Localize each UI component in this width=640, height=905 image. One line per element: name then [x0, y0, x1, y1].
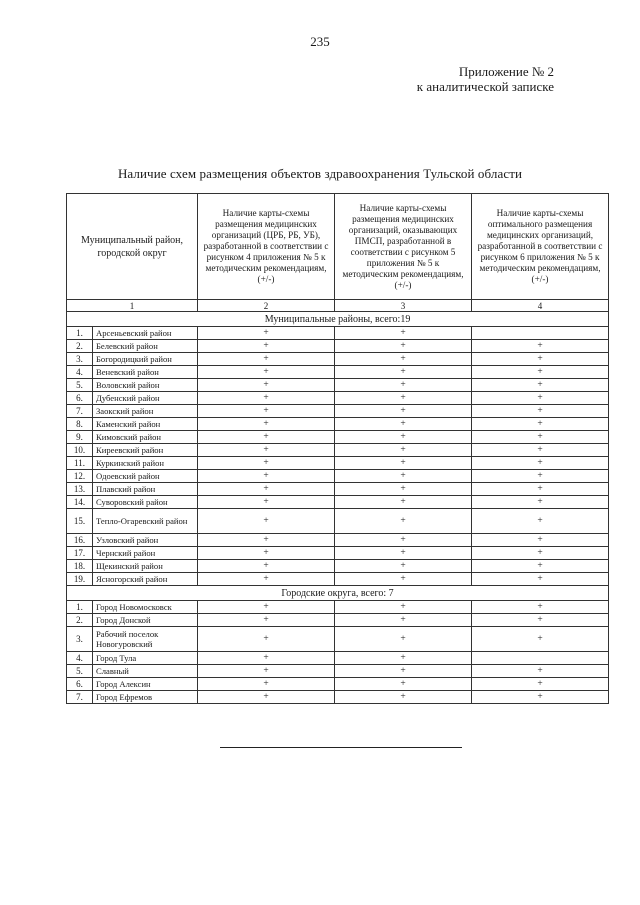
district-name: Чернский район [93, 547, 198, 560]
table-header-row [67, 194, 609, 300]
row-number: 15. [67, 509, 93, 534]
row-number: 11. [67, 457, 93, 470]
mark-col-3: + [335, 627, 472, 652]
mark-col-4 [472, 652, 609, 665]
row-number: 2. [67, 340, 93, 353]
row-number: 13. [67, 483, 93, 496]
row-number: 1. [67, 601, 93, 614]
mark-col-2: + [198, 431, 335, 444]
district-name: Арсеньевский район [93, 327, 198, 340]
mark-col-4: + [472, 534, 609, 547]
table-row [67, 418, 609, 431]
column-number: 2 [198, 300, 335, 312]
table-row [67, 405, 609, 418]
section-row [67, 312, 609, 327]
mark-col-4: + [472, 665, 609, 678]
mark-col-2: + [198, 627, 335, 652]
mark-col-3: + [335, 340, 472, 353]
mark-col-2: + [198, 366, 335, 379]
mark-col-2: + [198, 665, 335, 678]
mark-col-3: + [335, 534, 472, 547]
table-row [67, 431, 609, 444]
column-number: 3 [335, 300, 472, 312]
mark-col-4: + [472, 340, 609, 353]
district-name: Город Ефремов [93, 691, 198, 704]
section-title: Муниципальные районы, всего:19 [67, 312, 609, 327]
district-name: Плавский район [93, 483, 198, 496]
mark-col-4: + [472, 560, 609, 573]
mark-col-4: + [472, 366, 609, 379]
mark-col-4: + [472, 601, 609, 614]
mark-col-3: + [335, 483, 472, 496]
mark-col-3: + [335, 444, 472, 457]
mark-col-4: + [472, 573, 609, 586]
mark-col-3: + [335, 652, 472, 665]
header-district: Муниципальный район, городской округ [67, 194, 198, 300]
mark-col-2: + [198, 573, 335, 586]
mark-col-4: + [472, 691, 609, 704]
mark-col-3: + [335, 547, 472, 560]
mark-col-4: + [472, 470, 609, 483]
mark-col-2: + [198, 652, 335, 665]
district-name: Город Тула [93, 652, 198, 665]
district-name: Суворовский район [93, 496, 198, 509]
mark-col-2: + [198, 560, 335, 573]
mark-col-3: + [335, 614, 472, 627]
row-number: 8. [67, 418, 93, 431]
table-row [67, 691, 609, 704]
mark-col-2: + [198, 340, 335, 353]
mark-col-3: + [335, 418, 472, 431]
mark-col-4: + [472, 614, 609, 627]
row-number: 1. [67, 327, 93, 340]
mark-col-3: + [335, 327, 472, 340]
mark-col-3: + [335, 470, 472, 483]
table-row [67, 601, 609, 614]
table-row [67, 678, 609, 691]
district-name: Рабочий поселок Новогуровский [93, 627, 198, 652]
column-number: 1 [67, 300, 198, 312]
healthcare-schemes-table [66, 193, 609, 704]
mark-col-2: + [198, 444, 335, 457]
table-row [67, 614, 609, 627]
document-title: Наличие схем размещения объектов здравоохранения Тульской области [117, 166, 523, 181]
table-row [67, 496, 609, 509]
table-row [67, 470, 609, 483]
row-number: 3. [67, 353, 93, 366]
district-name: Тепло-Огаревский район [93, 509, 198, 534]
district-name: Узловский район [93, 534, 198, 547]
mark-col-2: + [198, 353, 335, 366]
mark-col-2: + [198, 678, 335, 691]
mark-col-4 [472, 327, 609, 340]
row-number: 17. [67, 547, 93, 560]
mark-col-4: + [472, 405, 609, 418]
appendix-note [417, 64, 554, 94]
row-number: 5. [67, 379, 93, 392]
mark-col-2: + [198, 534, 335, 547]
row-number: 3. [67, 627, 93, 652]
appendix-line-1: Приложение № 2 [458, 64, 554, 79]
mark-col-4: + [472, 392, 609, 405]
table-row [67, 573, 609, 586]
mark-col-2: + [198, 392, 335, 405]
table-row [67, 483, 609, 496]
table-row [67, 379, 609, 392]
mark-col-4: + [472, 444, 609, 457]
table-row [67, 366, 609, 379]
mark-col-4: + [472, 678, 609, 691]
mark-col-2: + [198, 547, 335, 560]
row-number: 5. [67, 665, 93, 678]
district-name: Каменский район [93, 418, 198, 431]
row-number: 9. [67, 431, 93, 444]
column-number: 4 [472, 300, 609, 312]
mark-col-2: + [198, 405, 335, 418]
mark-col-3: + [335, 560, 472, 573]
row-number: 2. [67, 614, 93, 627]
column-number-row [67, 300, 609, 312]
district-name: Славный [93, 665, 198, 678]
mark-col-2: + [198, 496, 335, 509]
district-name: Воловский район [93, 379, 198, 392]
mark-col-2: + [198, 418, 335, 431]
district-name: Город Алексин [93, 678, 198, 691]
mark-col-4: + [472, 509, 609, 534]
district-name: Щекинский район [93, 560, 198, 573]
mark-col-3: + [335, 509, 472, 534]
district-name: Ясногорский район [93, 573, 198, 586]
table-row [67, 353, 609, 366]
district-name: Киреевский район [93, 444, 198, 457]
table-row [67, 547, 609, 560]
table-row [67, 652, 609, 665]
row-number: 7. [67, 405, 93, 418]
table-row [67, 444, 609, 457]
mark-col-3: + [335, 573, 472, 586]
table-row [67, 627, 609, 652]
mark-col-4: + [472, 431, 609, 444]
row-number: 4. [67, 652, 93, 665]
row-number: 18. [67, 560, 93, 573]
mark-col-3: + [335, 601, 472, 614]
mark-col-4: + [472, 353, 609, 366]
district-name: Кимовский район [93, 431, 198, 444]
mark-col-4: + [472, 496, 609, 509]
mark-col-3: + [335, 366, 472, 379]
mark-col-2: + [198, 379, 335, 392]
section-title: Городские округа, всего: 7 [67, 586, 609, 601]
row-number: 14. [67, 496, 93, 509]
table-row [67, 340, 609, 353]
district-name: Богородицкий район [93, 353, 198, 366]
mark-col-2: + [198, 614, 335, 627]
table-row [67, 534, 609, 547]
table-row [67, 327, 609, 340]
section-row [67, 586, 609, 601]
mark-col-4: + [472, 627, 609, 652]
table-body [67, 312, 609, 704]
row-number: 16. [67, 534, 93, 547]
table-row [67, 560, 609, 573]
mark-col-3: + [335, 496, 472, 509]
table-row [67, 509, 609, 534]
row-number: 6. [67, 678, 93, 691]
mark-col-4: + [472, 457, 609, 470]
mark-col-2: + [198, 327, 335, 340]
district-name: Веневский район [93, 366, 198, 379]
mark-col-2: + [198, 457, 335, 470]
district-name: Заокский район [93, 405, 198, 418]
row-number: 19. [67, 573, 93, 586]
mark-col-2: + [198, 691, 335, 704]
row-number: 6. [67, 392, 93, 405]
mark-col-3: + [335, 691, 472, 704]
row-number: 4. [67, 366, 93, 379]
mark-col-3: + [335, 379, 472, 392]
district-name: Город Донской [93, 614, 198, 627]
mark-col-3: + [335, 665, 472, 678]
mark-col-2: + [198, 470, 335, 483]
district-name: Дубенский район [93, 392, 198, 405]
header-col-3: Наличие карты-схемы размещения медицинских организаций, оказывающих ПМСП, разработанной в соответствии с рисунком 5 приложения № 5 к методическим рекомендациям, (+/-) [335, 194, 472, 300]
mark-col-3: + [335, 353, 472, 366]
mark-col-3: + [335, 405, 472, 418]
table-row [67, 392, 609, 405]
mark-col-2: + [198, 601, 335, 614]
district-name: Белевский район [93, 340, 198, 353]
mark-col-4: + [472, 547, 609, 560]
mark-col-4: + [472, 418, 609, 431]
mark-col-3: + [335, 392, 472, 405]
district-name: Куркинский район [93, 457, 198, 470]
table-row [67, 457, 609, 470]
district-name: Город Новомосковск [93, 601, 198, 614]
header-col-2: Наличие карты-схемы размещения медицинских организаций (ЦРБ, РБ, УБ), разработанной в соответствии с рисунком 4 приложения № 5 к методическим рекомендациям, (+/-) [198, 194, 335, 300]
mark-col-3: + [335, 457, 472, 470]
district-name: Одоевский район [93, 470, 198, 483]
row-number: 10. [67, 444, 93, 457]
mark-col-2: + [198, 509, 335, 534]
header-col-4: Наличие карты-схемы оптимального размещения медицинских организаций, разработанной в соответствии с рисунком 6 приложения № 5 к методическим рекомендациям, (+/-) [472, 194, 609, 300]
mark-col-4: + [472, 483, 609, 496]
mark-col-4: + [472, 379, 609, 392]
mark-col-2: + [198, 483, 335, 496]
appendix-line-2: к аналитической записке [416, 79, 554, 94]
mark-col-3: + [335, 431, 472, 444]
table-row [67, 665, 609, 678]
row-number: 7. [67, 691, 93, 704]
mark-col-3: + [335, 678, 472, 691]
page-number: 235 [310, 34, 330, 49]
signature-line [220, 747, 462, 748]
row-number: 12. [67, 470, 93, 483]
